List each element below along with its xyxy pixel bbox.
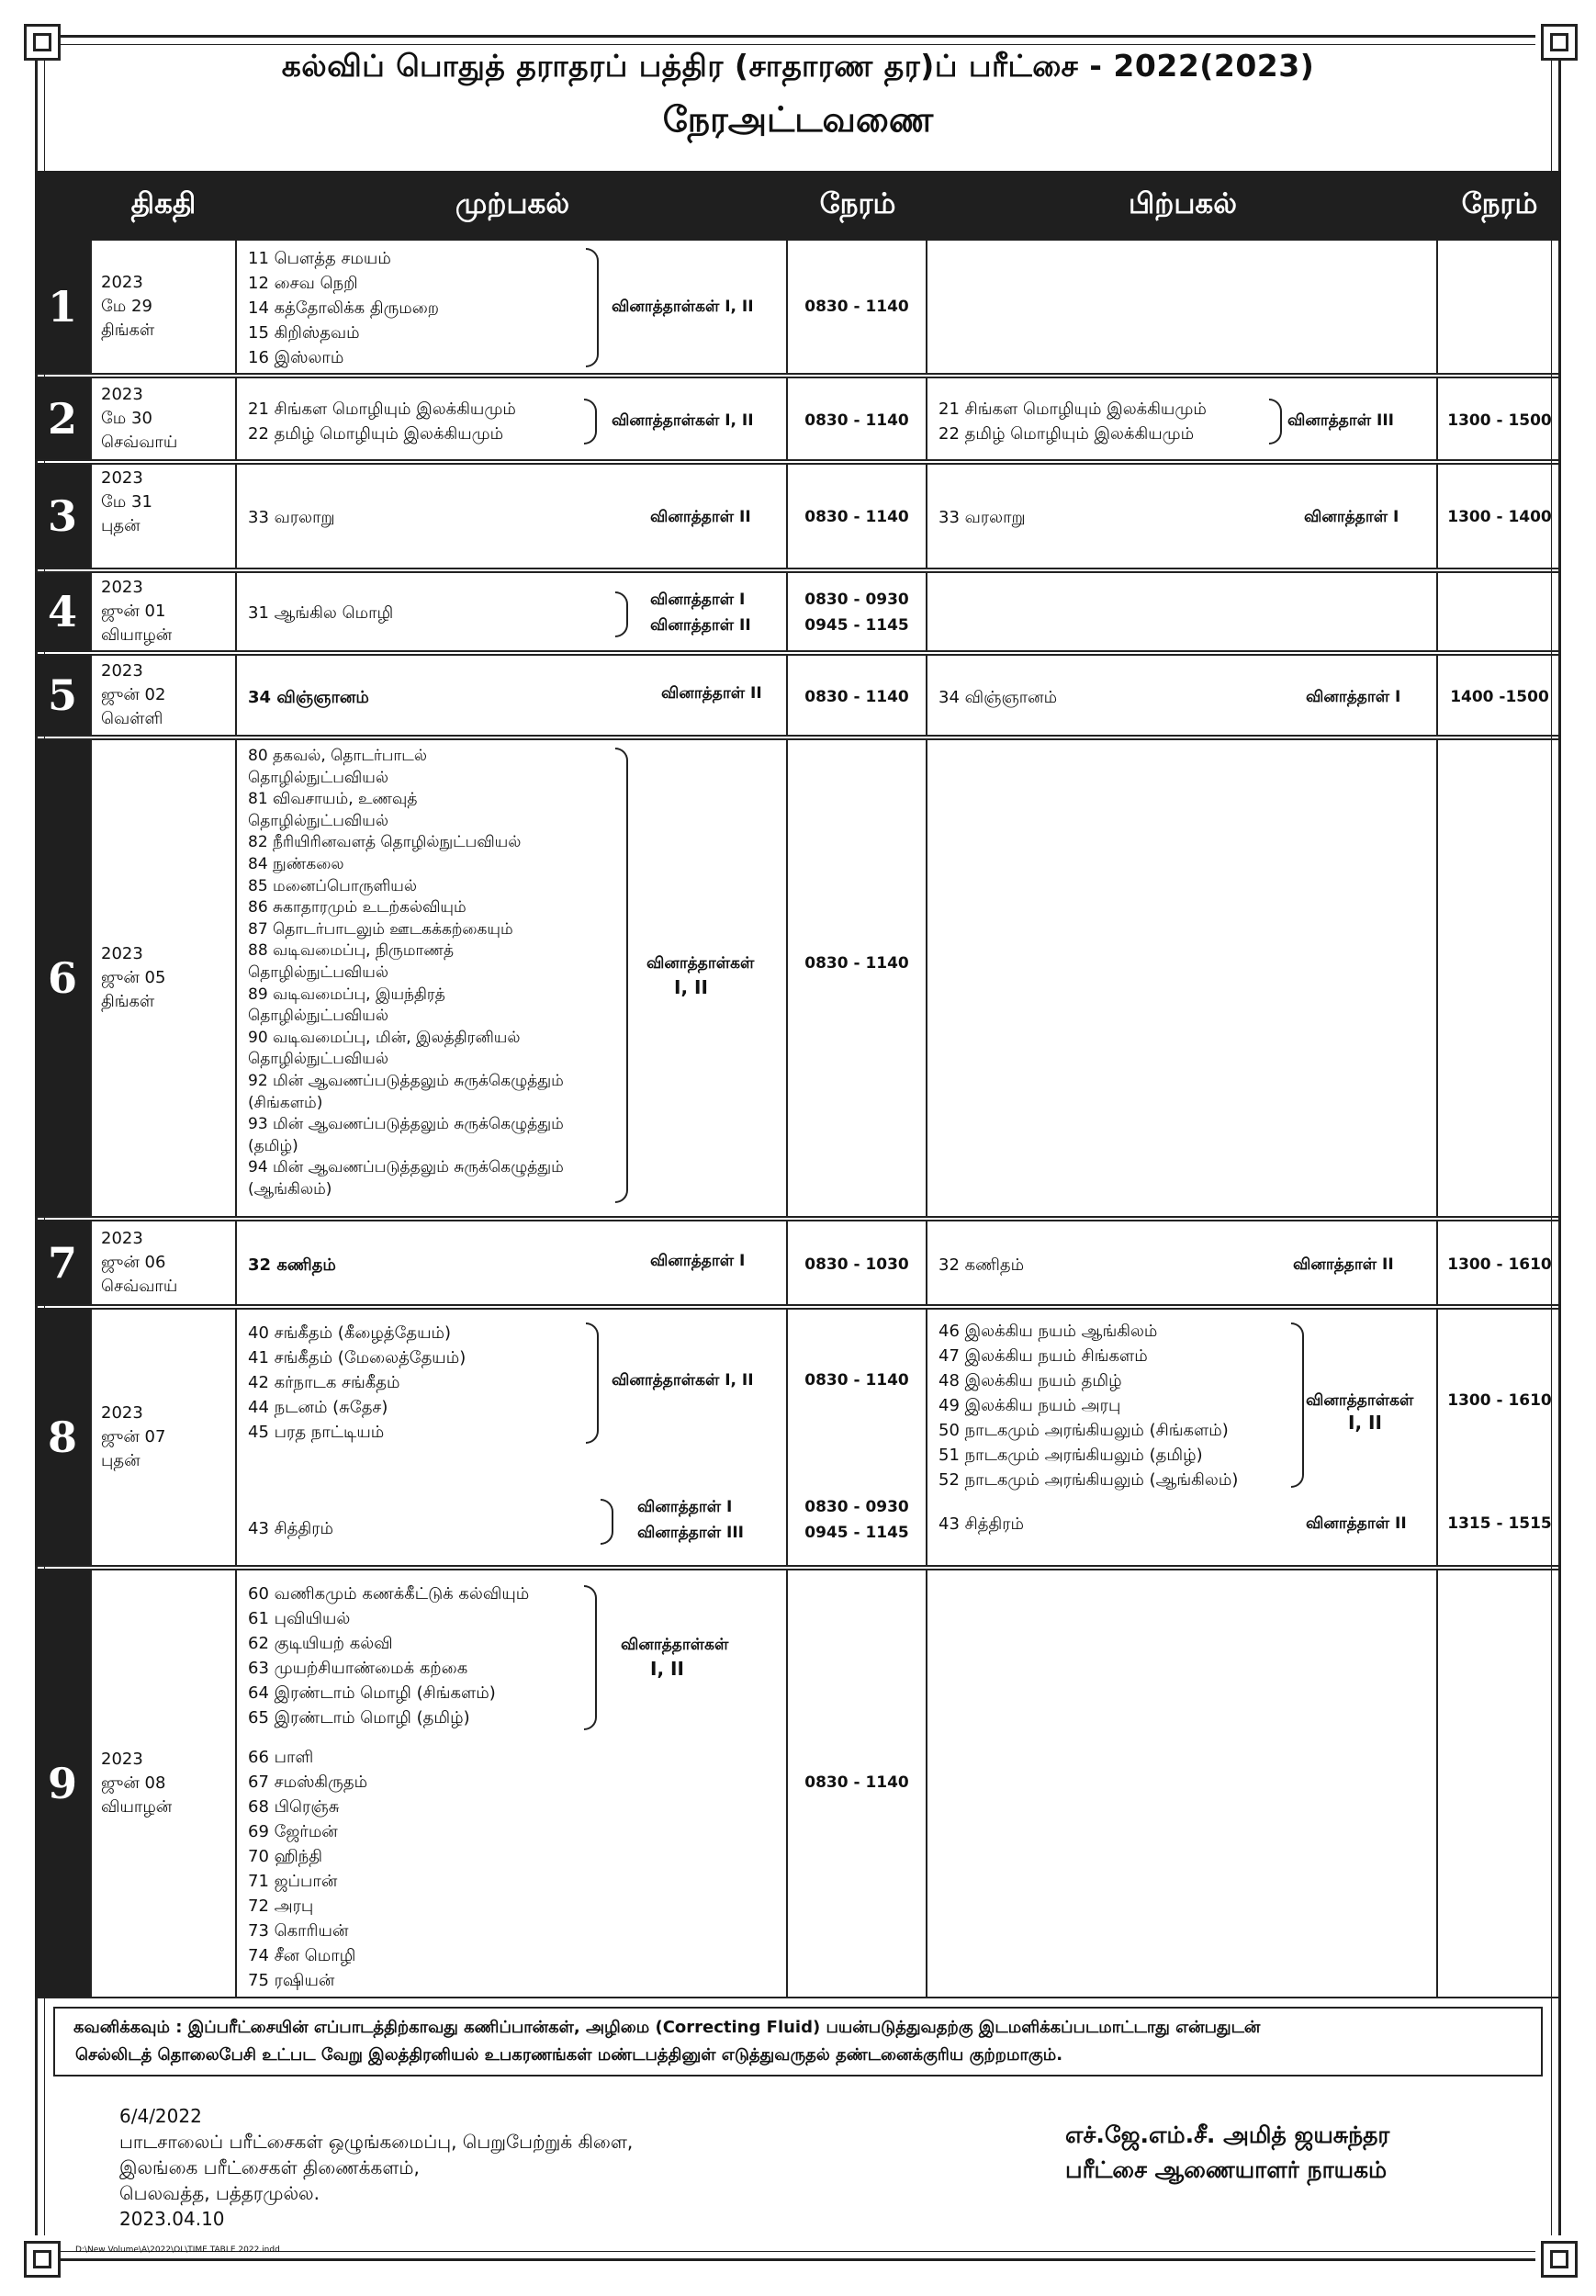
subject-item: 34 விஞ்ஞானம் (248, 688, 369, 707)
table-row (35, 1221, 1561, 1310)
paper-label: வினாத்தாள் III (1287, 411, 1394, 430)
date-cell: 2023 ஜுன் 06 செவ்வாய் (90, 1221, 237, 1304)
afternoon-time-cell: 1300 - 1610 1315 - 1515 (1447, 1391, 1552, 1533)
morning-time-cell: 0830 - 0930 0945 - 1145 (788, 573, 927, 650)
day-number: 4 (35, 573, 90, 650)
signatory (1065, 2118, 1389, 2188)
paper-label: வினாத்தாள் II (650, 508, 751, 526)
exam-title: கல்விப் பொதுத் தராதரப் பத்திர (சாதாரண தர)ப் பரீட்சை - 2022(2023) (281, 48, 1315, 84)
subject-item: 33 வரலாறு (248, 508, 335, 527)
subject-item: 33 வரலாறு (938, 508, 1026, 527)
paper-label: வினாத்தாள் I (650, 591, 746, 609)
day-number: 6 (35, 740, 90, 1216)
issue-date: 6/4/2022 (119, 2105, 202, 2127)
subject-list: 80 தகவல், தொடர்பாடல் தொழில்நுட்பவியல் 81 விவசாயம், உணவுத் தொழில்நுட்பவியல் 82 நீரியிரினவளத் தொழில்நுட்பவியல் 84 நுண்கலை 85 மனைப்பொருளியல் 86 சுகாதாரமும் உடற்கல்வியும் 87 தொடர்பாடலும் ஊடகக்கற்கையும் 88 வடிவமைப்பு, நிருமாணத் தொழில்நுட்பவியல் 89 வடிவமைப்பு, இயந்திரத் தொழில்நுட்பவியல் 90 வடிவமைப்பு, மின், இலத்திரனியல் தொழில்நுட்பவியல் 92 மின் ஆவணப்படுத்தலும் சுருக்கெழுத்தும் (சிங்களம்) 93 மின் ஆவணப்படுத்தலும் சுருக்கெழுத்தும் (தமிழ்) 94 மின் ஆவணப்படுத்தலும் சுருக்கெழுத்தும் (ஆங்கிலம்) (248, 747, 564, 1199)
paper-label: I, II (1348, 1412, 1382, 1434)
header-date: திகதி (130, 187, 197, 220)
morning-time-cell: 0830 - 1140 0830 - 0930 0945 - 1145 (788, 1310, 927, 1565)
morning-cell (237, 1310, 788, 1565)
paper-label: வினாத்தாள் II (1306, 1514, 1407, 1533)
table-row (35, 378, 1561, 465)
brace (1269, 399, 1282, 445)
paper-label: வினாத்தாள் I (637, 1498, 733, 1516)
day-number: 1 (35, 241, 90, 373)
timetable (35, 171, 1561, 1998)
document-header (35, 35, 1561, 171)
day-number: 2 (35, 378, 90, 459)
paper-label: வினாத்தாள்கள் I, II (612, 298, 754, 316)
date-cell: 2023 மே 30 செவ்வாய் (90, 378, 237, 459)
subject-list: 40 சங்கீதம் (கீழைத்தேயம்) 41 சங்கீதம் (மேலைத்தேயம்) 42 கர்நாடக சங்கீதம் 44 நடனம் (சுதேச) 45 பரத நாட்டியம் (248, 1323, 466, 1442)
afternoon-cell (927, 740, 1438, 1216)
morning-cell (237, 740, 788, 1216)
table-row (35, 656, 1561, 740)
morning-time-cell: 0830 - 1140 (788, 656, 927, 735)
brace (584, 1585, 597, 1730)
table-row (35, 740, 1561, 1221)
brace (584, 399, 597, 445)
subject-list: 21 சிங்கள மொழியும் இலக்கியமும் 22 தமிழ் மொழியும் இலக்கியமும் (248, 400, 516, 444)
day-number: 7 (35, 1221, 90, 1304)
subject-item: 43 சித்திரம் (938, 1514, 1024, 1534)
date-cell: 2023 ஜுன் 05 திங்கள் (90, 740, 237, 1216)
morning-time-cell: 0830 - 1140 (788, 465, 927, 568)
paper-label: வினாத்தாள் III (637, 1524, 744, 1542)
afternoon-time-cell: 1400 -1500 (1450, 688, 1549, 706)
publish-date: 2023.04.10 (119, 2208, 225, 2230)
afternoon-cell (927, 241, 1438, 373)
table-row (35, 465, 1561, 573)
subject-item: 32 கணிதம் (938, 1255, 1025, 1275)
morning-time-cell: 0830 - 1140 (788, 740, 927, 1216)
table-row (35, 1570, 1561, 1998)
signatory-name: எச்.ஜே.எம்.சீ. அமித் ஜயசுந்தர (1065, 2122, 1390, 2148)
afternoon-time-cell (1438, 740, 1561, 1216)
afternoon-time-cell (1438, 573, 1561, 650)
brace (586, 1322, 599, 1444)
paper-label: வினாத்தாள் I (650, 1252, 746, 1270)
date-cell: 2023 மே 31 புதன் (90, 465, 237, 568)
brace (615, 591, 628, 637)
table-row (35, 573, 1561, 656)
file-path: D:\New Volume\A\2022\OL\TIME TABLE 2022.indd (75, 2245, 280, 2255)
afternoon-time-cell (1438, 241, 1561, 373)
date-cell: 2023 மே 29 திங்கள் (90, 241, 237, 373)
brace (1291, 1322, 1304, 1488)
header-afternoon-time: நேரம் (1461, 187, 1538, 220)
morning-cell (237, 1221, 788, 1304)
day-number: 5 (35, 656, 90, 735)
morning-time-cell: 0830 - 1140 (788, 378, 927, 459)
notice-box (53, 2007, 1543, 2077)
corner-ornament (18, 2235, 61, 2278)
issuing-office: 6/4/2022 பாடசாலைப் பரீட்சைகள் ஒழுங்கமைப்பு, பெறுபேற்றுக் கிளை, இலங்கை பரீட்சைகள் திணைக்களம், பெலவத்த, பத்தரமுல்ல. 2023.04.10 (119, 2105, 634, 2230)
afternoon-time-cell: 1300 - 1610 (1447, 1255, 1552, 1274)
notice-line: செல்லிடத் தொலைபேசி உட்பட வேறு இலத்திரனியல் உபகரணங்கள் மண்டபத்தினுள் எடுத்துவருதல் தண்டனைக்குரிய குற்றமாகும். (75, 2045, 1063, 2065)
day-number: 9 (35, 1570, 90, 1997)
afternoon-cell (927, 656, 1438, 735)
afternoon-cell (927, 378, 1438, 459)
subject-item: 34 விஞ்ஞானம் (938, 688, 1058, 707)
afternoon-cell (927, 573, 1438, 650)
paper-label: I, II (650, 1658, 684, 1680)
paper-label: வினாத்தாள் II (661, 684, 762, 703)
signatory-title: பரீட்சை ஆணையாளர் நாயகம் (1065, 2156, 1388, 2183)
afternoon-cell (927, 1221, 1438, 1304)
date-cell: 2023 ஜுன் 08 வியாழன் (90, 1570, 237, 1997)
brace (601, 1499, 613, 1545)
subject-item: 43 சித்திரம் (248, 1519, 333, 1538)
morning-time-cell: 0830 - 1140 (788, 241, 927, 373)
date-cell: 2023 ஜுன் 01 வியாழன் (90, 573, 237, 650)
brace (615, 748, 628, 1203)
header-afternoon: பிற்பகல் (1128, 187, 1237, 220)
subject-list: 60 வணிகமும் கணக்கீட்டுக் கல்வியும் 61 புவியியல் 62 குடியியற் கல்வி 63 முயற்சியாண்மைக் கற்கை 64 இரண்டாம் மொழி (சிங்களம்) 65 இரண்டாம் மொழி (தமிழ்) (248, 1584, 530, 1728)
paper-label: வினாத்தாள்கள் I, II (612, 1371, 754, 1390)
paper-label: வினாத்தாள் II (650, 616, 751, 635)
paper-label: I, II (674, 976, 708, 998)
brace (586, 248, 599, 367)
subject-list: 66 பாளி 67 சமஸ்கிருதம் 68 பிரெஞ்சு 69 ஜேர்மன் 70 ஹிந்தி 71 ஜப்பான் 72 அரபு 73 கொரியன் 74 சீன மொழி 75 ரஷியன் (248, 1748, 368, 1990)
day-number: 3 (35, 465, 90, 568)
afternoon-time-cell: 1300 - 1400 (1447, 508, 1552, 526)
afternoon-cell (927, 1310, 1438, 1565)
subject-item: 31 ஆங்கில மொழி (248, 603, 394, 623)
afternoon-cell (927, 1570, 1438, 1997)
morning-cell (237, 241, 788, 373)
paper-label: வினாத்தாள் I (1306, 688, 1401, 706)
table-header (35, 171, 1561, 241)
date-cell: 2023 ஜுன் 07 புதன் (90, 1310, 237, 1565)
morning-time-cell: 0830 - 1140 (788, 1570, 927, 1997)
subject-item: 32 கணிதம் (248, 1255, 336, 1275)
corner-ornament (1535, 2235, 1578, 2278)
morning-cell (237, 656, 788, 735)
morning-cell (237, 573, 788, 650)
header-morning-time: நேரம் (819, 187, 896, 220)
day-number: 8 (35, 1310, 90, 1565)
timetable-title: நேரஅட்டவணை (662, 99, 934, 140)
subject-list: 11 பௌத்த சமயம் 12 சைவ நெறி 14 கத்தோலிக்க திருமறை 15 கிறிஸ்தவம் 16 இஸ்லாம் (248, 249, 440, 367)
paper-label: வினாத்தாள்கள் (646, 954, 755, 973)
afternoon-time-cell: 1300 - 1500 (1447, 411, 1552, 430)
paper-label: வினாத்தாள் I (1304, 508, 1399, 526)
paper-label: வினாத்தாள்கள் (1306, 1391, 1414, 1410)
date-cell: 2023 ஜுன் 02 வெள்ளி (90, 656, 237, 735)
table-row (35, 1310, 1561, 1570)
subject-list: 21 சிங்கள மொழியும் இலக்கியமும் 22 தமிழ் மொழியும் இலக்கியமும் (938, 400, 1207, 444)
morning-cell (237, 465, 788, 568)
table-row (35, 241, 1561, 378)
morning-cell (237, 1570, 788, 1997)
paper-label: வினாத்தாள்கள் (621, 1636, 729, 1654)
paper-label: வினாத்தாள்கள் I, II (612, 411, 754, 430)
morning-time-cell: 0830 - 1030 (788, 1221, 927, 1304)
header-morning: முற்பகல் (455, 187, 570, 220)
notice-line: கவனிக்கவும் : இப்பரீட்சையின் எப்பாடத்திற்காவது கணிப்பான்கள், அழிமை (Correcting Fluid) பயன்படுத்துவதற்கு இடமளிக்கப்படமாட்டாது என்பதுடன் (73, 2018, 1261, 2037)
paper-label: வினாத்தாள் II (1293, 1255, 1394, 1274)
afternoon-time-cell (1438, 1570, 1561, 1997)
morning-cell (237, 378, 788, 459)
subject-list: 46 இலக்கிய நயம் ஆங்கிலம் 47 இலக்கிய நயம் சிங்களம் 48 இலக்கிய நயம் தமிழ் 49 இலக்கிய நயம் அரபு 50 நாடகமும் அரங்கியலும் (சிங்களம்) 51 நாடகமும் அரங்கியலும் (தமிழ்) 52 நாடகமும் அரங்கியலும் (ஆங்கிலம்) (938, 1322, 1239, 1490)
afternoon-cell (927, 465, 1438, 568)
